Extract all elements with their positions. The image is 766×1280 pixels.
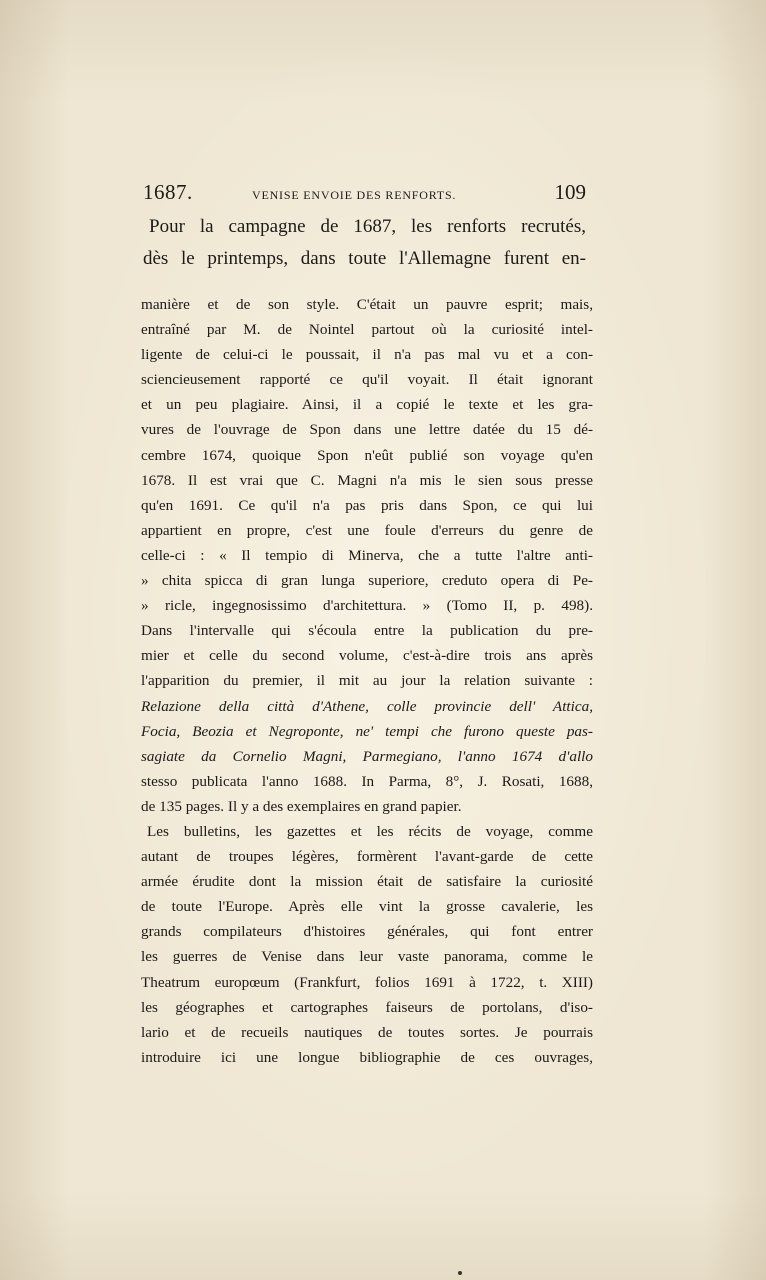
text-line: lario et de recueils nautiques de toutes sortes. Je pourrais [141, 1023, 593, 1041]
text-line: stesso publicata l'anno 1688. In Parma, 8°, J. Rosati, 1688, [141, 772, 593, 790]
text-line: et un peu plagiaire. Ainsi, il a copié le texte et les gra- [141, 396, 593, 414]
text-line: ligente de celui-ci le poussait, il n'a pas mal vu et a con- [141, 346, 593, 364]
text-line: les géographes et cartographes faiseurs de portolans, d'iso- [141, 998, 593, 1016]
text-line: Relazione della città d'Athene, colle provincie dell' Attica, [141, 697, 593, 715]
text-line: vures de l'ouvrage de Spon dans une lettre datée du 15 dé- [141, 421, 593, 439]
text-line: autant de troupes légères, formèrent l'avant-garde de cette [141, 848, 593, 866]
text-line: Theatrum europœum (Frankfurt, folios 1691 à 1722, t. XIII) [141, 973, 593, 991]
page-number: 109 [554, 180, 586, 204]
text-line: celle-ci : « Il tempio di Minerva, che a tutte l'altre anti- [141, 546, 593, 564]
body-text [141, 292, 593, 1070]
intro-line: Pour la campagne de 1687, les renforts recrutés, [149, 216, 586, 237]
text-line: qu'en 1691. Ce qu'il n'a pas pris dans Spon, ce qui lui [141, 496, 593, 514]
text-line: » chita spicca di gran lunga superiore, creduto opera di Pe- [141, 572, 593, 590]
text-line: armée érudite dont la mission était de satisfaire la curiosité [141, 873, 593, 891]
text-line: introduire ici une longue bibliographie de ces ouvrages, [141, 1048, 593, 1066]
text-line: sagiate da Cornelio Magni, Parmegiano, l'anno 1674 d'allo [141, 747, 593, 765]
text-line: appartient en propre, c'est une foule d'erreurs du genre de [141, 521, 593, 539]
text-line: entraîné par M. de Nointel partout où la curiosité intel- [141, 321, 593, 339]
text-line: de toute l'Europe. Après elle vint la grosse cavalerie, les [141, 898, 593, 916]
text-line: l'apparition du premier, il mit au jour la relation suivante : [141, 672, 593, 690]
text-line: » ricle, ingegnosissimo d'architettura. » (Tomo II, p. 498). [141, 597, 593, 615]
text-line: sciencieusement rapporté ce qu'il voyait. Il était ignorant [141, 371, 593, 389]
text-line: manière et de son style. C'était un pauvre esprit; mais, [141, 296, 593, 313]
intro-paragraph [143, 211, 586, 275]
intro-line: dès le printemps, dans toute l'Allemagne furent en- [143, 248, 586, 269]
text-line: 1678. Il est vrai que C. Magni n'a mis le sien sous presse [141, 471, 593, 489]
header-year: 1687. [143, 180, 193, 204]
text-line: Les bulletins, les gazettes et les récits de voyage, comme [147, 822, 593, 840]
text-line: Focia, Beozia et Negroponte, ne' tempi che furono queste pas- [141, 722, 593, 740]
ink-speck [458, 1271, 462, 1275]
text-line: les guerres de Venise dans leur vaste panorama, comme le [141, 948, 593, 966]
running-header [143, 180, 586, 206]
text-line: de 135 pages. Il y a des exemplaires en grand papier. [141, 797, 462, 815]
text-line: cembre 1674, quoique Spon n'eût publié son voyage qu'en [141, 446, 593, 464]
header-title: VENISE ENVOIE DES RENFORTS. [252, 188, 457, 202]
text-line: Dans l'intervalle qui s'écoula entre la publication du pre- [141, 622, 593, 640]
text-line: grands compilateurs d'histoires générales, qui font entrer [141, 923, 593, 941]
text-line: mier et celle du second volume, c'est-à-dire trois ans après [141, 647, 593, 665]
